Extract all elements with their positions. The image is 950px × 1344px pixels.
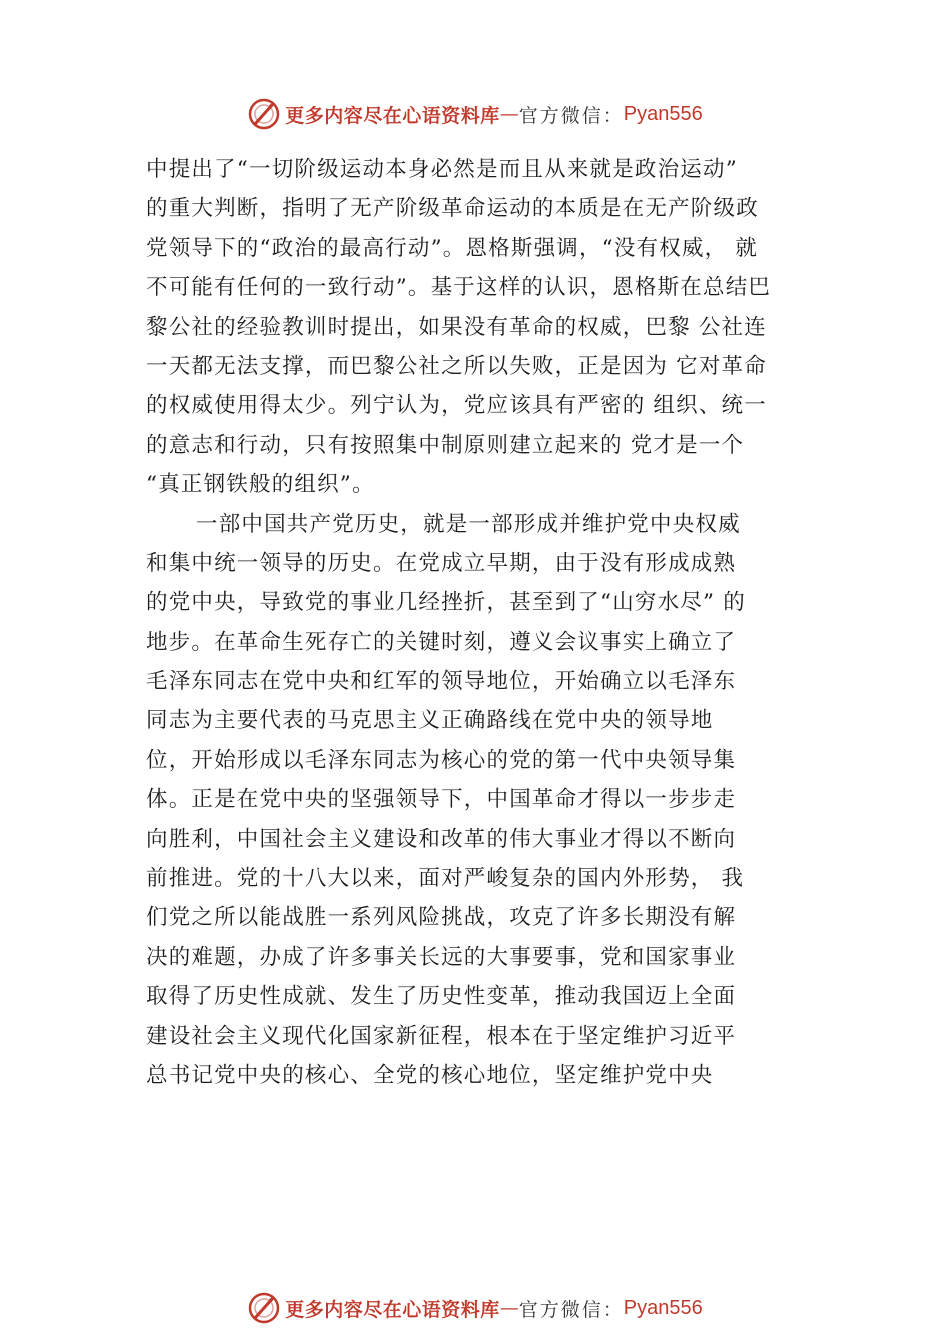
header-brand-text: 更多内容尽在心语资料库 <box>285 104 500 127</box>
header-banner <box>0 96 950 132</box>
text-line: 决的难题，办成了许多事关长远的大事要事，党和国家事业 <box>146 944 737 970</box>
text-line: 向胜利，中国社会主义建设和改革的伟大事业才得以不断向 <box>146 826 737 852</box>
text-line: 一天都无法支撑，而巴黎公社之所以失败，正是因为 它对革命 <box>146 353 767 379</box>
text-line: 前推进。党的十八大以来，面对严峻复杂的国内外形势， 我 <box>146 866 745 892</box>
text-line: 地步。在革命生死存亡的关键时刻，遵义会议事实上确立了 <box>146 629 737 655</box>
header-separator: — <box>499 103 519 125</box>
text-line: “真正钢铁般的组织”。 <box>146 472 375 498</box>
footer-wechat-id: Pyan556 <box>623 1296 703 1319</box>
text-line: 黎公社的经验教训时提出，如果没有革命的权威，巴黎 公社连 <box>146 314 767 340</box>
text-line: 体。正是在党中央的坚强领导下，中国革命才得以一步步走 <box>146 787 737 813</box>
text-line: 的权威使用得太少。列宁认为，党应该具有严密的 组织、统一 <box>146 393 767 419</box>
text-line: 的重大判断，指明了无产阶级革命运动的本质是在无产阶级政 <box>146 196 759 222</box>
seal-logo-icon <box>247 97 281 131</box>
text-line: 毛泽东同志在党中央和红军的领导地位，开始确立以毛泽东 <box>146 669 737 695</box>
text-line: 总书记党中央的核心、全党的核心地位，坚定维护党中央 <box>146 1062 714 1088</box>
text-line: 们党之所以能战胜一系列风险挑战，攻克了许多长期没有解 <box>146 905 737 931</box>
text-line: 不可能有任何的一致行动”。基于这样的认识，恩格斯在总结巴 <box>146 275 772 301</box>
text-line: 中提出了“一切阶级运动本身必然是而且从来就是政治运动” <box>146 157 738 182</box>
paragraph-start-line: 一部中国共产党历史，就是一部形成并维护党中央权威 <box>196 511 741 537</box>
seal-logo-icon <box>247 1291 281 1325</box>
header-wechat-id: Pyan556 <box>623 102 703 125</box>
text-line: 和集中统一领导的历史。在党成立早期，由于没有形成成熟 <box>146 550 737 576</box>
footer-separator: — <box>499 1297 519 1319</box>
footer-wechat-label: 官方微信： <box>518 1298 624 1321</box>
text-line: 党领导下的“政治的最高行动”。恩格斯强调，“没有权威， 就 <box>146 235 759 261</box>
text-line: 同志为主要代表的马克思主义正确路线在党中央的领导地 <box>146 708 714 734</box>
text-line: 的党中央，导致党的事业几经挫折，甚至到了“山穷水尽” 的 <box>146 590 746 616</box>
document-body <box>146 150 836 1095</box>
footer-brand-text: 更多内容尽在心语资料库 <box>285 1298 500 1321</box>
text-line: 位，开始形成以毛泽东同志为核心的党的第一代中央领导集 <box>146 747 737 773</box>
text-line: 的意志和行动，只有按照集中制原则建立起来的 党才是一个 <box>146 432 745 458</box>
text-line: 建设社会主义现代化国家新征程，根本在于坚定维护习近平 <box>146 1023 737 1049</box>
footer-banner <box>0 1290 950 1326</box>
text-line: 取得了历史性成就、发生了历史性变革，推动我国迈上全面 <box>146 984 737 1010</box>
header-wechat-label: 官方微信： <box>518 104 624 127</box>
